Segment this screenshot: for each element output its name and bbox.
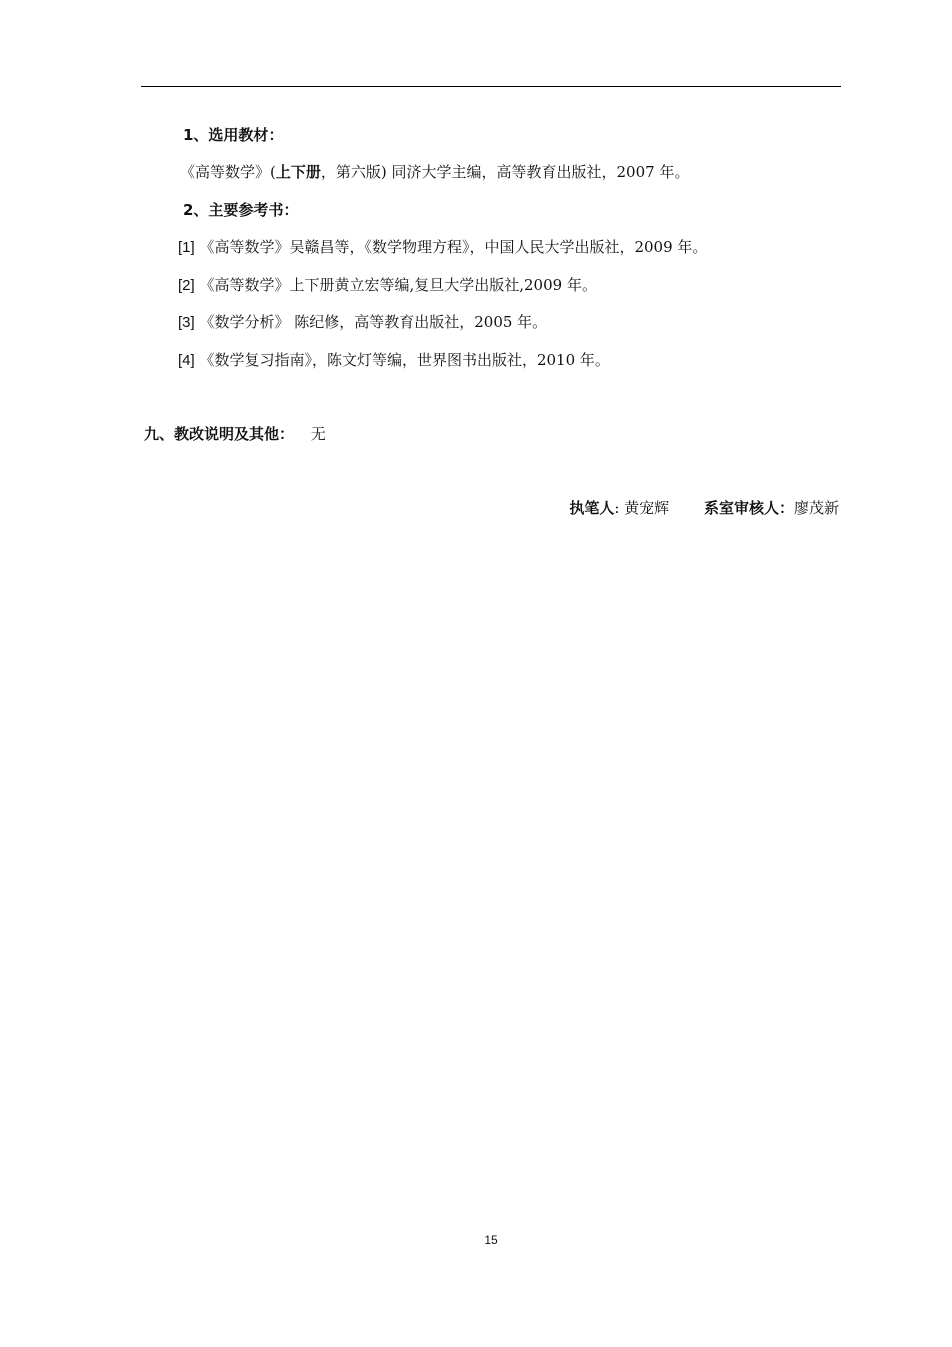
author-label: 执笔人 <box>569 499 615 517</box>
header-rule <box>141 86 841 87</box>
reference-item <box>178 312 547 333</box>
textbook-volume: 上下册 <box>275 163 321 181</box>
author-name: 黄宠辉 <box>624 499 670 517</box>
reference-index: [3] <box>178 314 195 331</box>
reference-text: 《数学分析》 陈纪修，高等教育出版社，2005 年。 <box>199 313 548 331</box>
reference-text: 《高等数学》上下册黄立宏等编,复旦大学出版社,2009 年。 <box>199 276 597 294</box>
section-reform-notes <box>144 424 326 444</box>
reference-index: [2] <box>178 277 195 294</box>
section-references-title: 2、主要参考书： <box>183 201 299 219</box>
textbook-details: ，第六版) 同济大学主编，高等教育出版社，2007 年。 <box>320 163 690 181</box>
section-reform-title: 九、教改说明及其他： <box>144 425 295 443</box>
reference-index: [1] <box>178 239 195 256</box>
page-number: 15 <box>484 1233 498 1247</box>
signature-line <box>569 498 839 518</box>
author-separator: : <box>614 499 620 517</box>
reference-text: 《高等数学》吴赣昌等，《数学物理方程》，中国人民大学出版社，2009 年。 <box>199 238 708 256</box>
reference-text: 《数学复习指南》，陈文灯等编，世界图书出版社，2010 年。 <box>199 351 610 369</box>
textbook-title: 《高等数学》( <box>180 163 276 181</box>
reviewer-label: 系室审核人： <box>703 499 794 517</box>
reference-item <box>178 275 597 296</box>
section-reform-value: 无 <box>310 425 326 443</box>
reference-item <box>178 237 707 258</box>
reference-item <box>178 350 610 371</box>
reviewer-name: 廖茂新 <box>793 499 839 517</box>
textbook-entry <box>180 162 689 182</box>
reference-index: [4] <box>178 352 195 369</box>
section-textbook-title: 1、选用教材： <box>183 126 284 144</box>
